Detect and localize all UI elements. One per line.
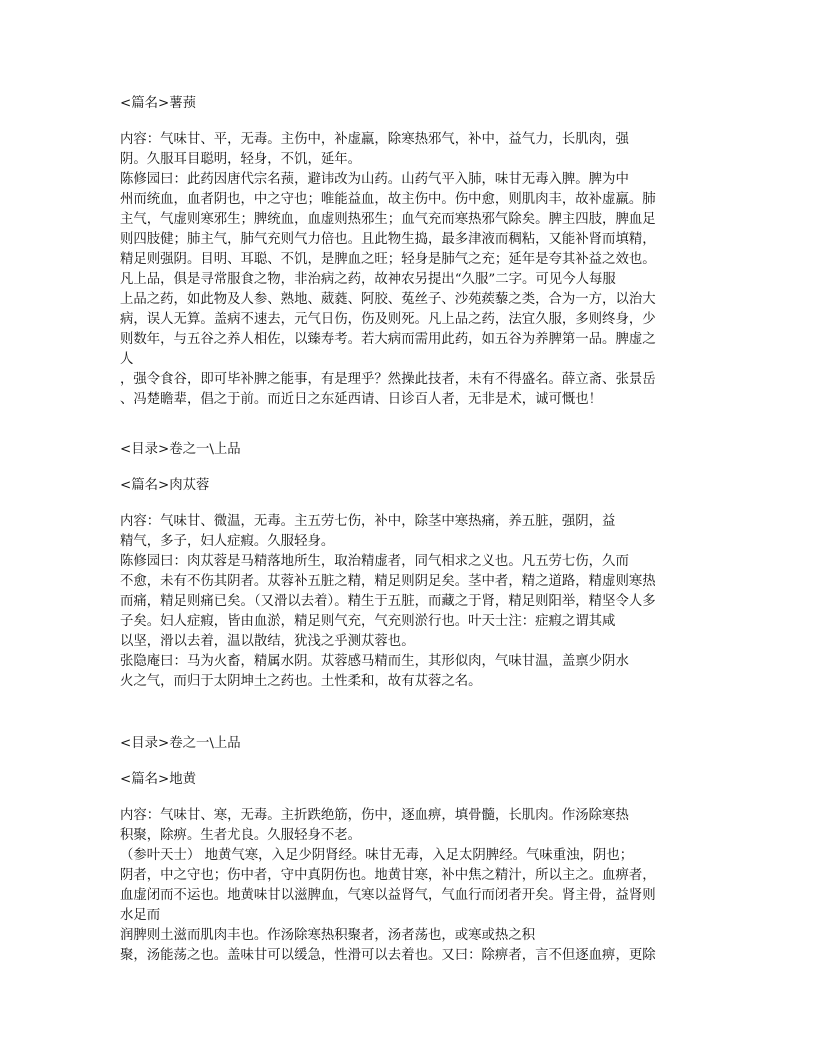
section-2-line-1: 内容：气味甘、微温，无毒。主五劳七伤，补中，除茎中寒热痛，养五脏，强阴，益: [120, 514, 616, 529]
section-3-line-2: 积聚，除痹。生者尤良。久服轻身不老。: [120, 828, 362, 843]
section-2-line-3: 陈修园曰：肉苁蓉是马精落地所生，取治精虚者，同气相求之义也。凡五劳七伤，久而: [120, 554, 629, 569]
section-1-line-2: 阴。久服耳目聪明，轻身，不饥，延年。: [120, 152, 362, 167]
section-2-line-7: 以坚，滑以去着，温以散结，犹浅之乎测苁蓉也。: [120, 634, 415, 649]
section-2-line-4: 不愈，未有不伤其阴者。苁蓉补五脏之精，精足则阴足矣。茎中者，精之道路，精虚则寒热: [120, 574, 656, 589]
section-1-line-9: 上品之药，如此物及人参、熟地、葳蕤、阿胶、菟丝子、沙苑蒺藜之类，合为一方，以治大: [120, 292, 656, 307]
section-2-line-6: 子矣。妇人症瘕，皆由血淤，精足则气充，气充则淤行也。叶天士注：症瘕之谓其咸: [120, 614, 616, 629]
section-3-line-8: 聚，汤能荡之也。盖味甘可以缓急，性滑可以去着也。又曰：除痹者，言不但逐血痹，更除: [120, 948, 656, 963]
section-1-line-10: 病，误人无算。盖病不速去，元气日伤，伤及则死。凡上品之药，法宜久服，多则终身，少: [120, 312, 656, 327]
section-1-line-7: 精足则强阴。目明、耳聪、不饥，是脾血之旺；轻身是肺气之充；延年是夸其补益之效也。: [120, 252, 656, 267]
section-1-line-12: 人: [120, 352, 134, 367]
section-1-line-13: ，强令食谷，即可毕补脾之能事，有是理乎？然操此技者，未有不得盛名。薛立斋、张景岳: [120, 372, 656, 387]
section-2-catalog: <目录>卷之一\上品: [120, 442, 241, 457]
section-1-line-1: 内容：气味甘、平，无毒。主伤中，补虚羸，除寒热邪气，补中，益气力，长肌肉，强: [120, 132, 629, 147]
section-1-line-14: 、冯楚瞻辈，倡之于前。而近日之东延西请、日诊百人者，无非是术，诚可慨也！: [120, 392, 603, 407]
section-2-line-8: 张隐庵曰：马为火畜，精属水阴。苁蓉感马精而生，其形似肉，气味甘温，盖禀少阴水: [120, 654, 629, 669]
section-1-line-8: 凡上品，俱是寻常服食之物，非治病之药，故神农另提出“久服”二字。可见今人每服: [120, 272, 616, 287]
section-1-line-11: 则数年，与五谷之养人相佐，以臻寿考。若大病而需用此药，如五谷为养脾第一品。脾虚之: [120, 332, 656, 347]
section-3-line-6: 水足而: [120, 908, 161, 923]
section-1-line-4: 州而统血，血者阴也，中之守也；唯能益血，故主伤中。伤中愈，则肌肉丰，故补虚羸。肺: [120, 192, 656, 207]
section-1-title: <篇名>薯蓣: [120, 96, 197, 111]
section-2-line-9: 火之气，而归于太阴坤土之药也。土性柔和，故有苁蓉之名。: [120, 674, 482, 689]
section-3-catalog: <目录>卷之一\上品: [120, 736, 241, 751]
section-3-title: <篇名>地黄: [120, 772, 197, 787]
section-1-line-3: 陈修园曰：此药因唐代宗名蓣，避讳改为山药。山药气平入肺，味甘无毒入脾。脾为中: [120, 172, 629, 187]
section-1-line-6: 则四肢健；肺主气，肺气充则气力倍也。且此物生捣，最多津液而稠粘，又能补肾而填精，: [120, 232, 656, 247]
section-2-line-2: 精气，多子，妇人症瘕。久服轻身。: [120, 534, 335, 549]
section-2-title: <篇名>肉苁蓉: [120, 478, 210, 493]
section-3-line-5: 血虚闭而不运也。地黄味甘以滋脾血，气寒以益肾气，气血行而闭者开矣。肾主骨，益肾则: [120, 888, 656, 903]
section-3-line-3: （参叶天士） 地黄气寒，入足少阴肾经。味甘无毒，入足太阴脾经。气味重浊，阴也；: [120, 848, 634, 863]
section-2-line-5: 而痛，精足则痛已矣。（又滑以去着）。精生于五脏，而藏之于肾，精足则阳举，精坚令人多: [120, 594, 656, 609]
section-3-line-4: 阴者，中之守也；伤中者，守中真阴伤也。地黄甘寒，补中焦之精汁，所以主之。血痹者，: [120, 868, 656, 883]
section-3-line-1: 内容：气味甘、寒，无毒。主折跌绝筋，伤中，逐血痹，填骨髓，长肌肉。作汤除寒热: [120, 808, 629, 823]
section-1-line-5: 主气，气虚则寒邪生；脾统血，血虚则热邪生；血气充而寒热邪气除矣。脾主四肢，脾血足: [120, 212, 656, 227]
section-3-line-7: 润脾则土滋而肌肉丰也。作汤除寒热积聚者，汤者荡也，或寒或热之积: [120, 928, 536, 943]
